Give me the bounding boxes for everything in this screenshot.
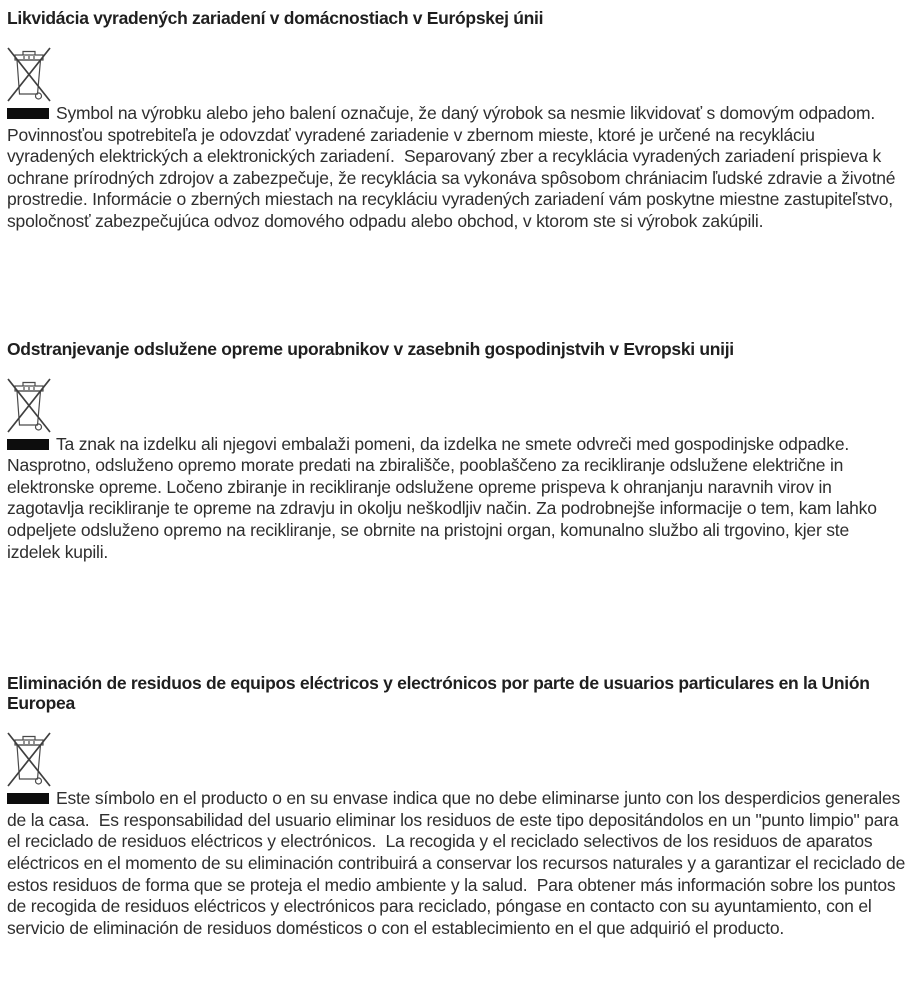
weee-crossed-out-bin-icon <box>7 44 51 102</box>
weee-crossed-out-bin-icon <box>7 375 51 433</box>
notice-section-slovak <box>7 8 906 233</box>
section-paragraph <box>7 434 906 564</box>
weee-black-bar-icon <box>7 108 49 119</box>
section-title: Odstranjevanje odslužene opreme uporabnikov v zasebnih gospodinjstvih v Evropski uniji <box>7 338 734 359</box>
paragraph-text: Symbol na výrobku alebo jeho balení označuje, že daný výrobok sa nesmie likvidovať s domovým odpadom. Povinnosťou spotrebiteľa je odovzdať vyradené zariadenie v zbernom mieste, ktoré je určené na recykláciu vyradených elektrických a elektronických zariadení. Separovaný zber a recyklácia vyradených zariadení prispieva k ochrane prírodných zdrojov a zabezpečuje, že recyklácia sa vykonáva spôsobom chrániacim ľudské zdravie a životné prostredie. Informácie o zberných miestach na recykláciu vyradených zariadení vám poskytne miestne zastupiteľstvo, spoločnosť zabezpečujúca odvoz domového odpadu alebo obchod, v ktorom ste si výrobok zakúpili. <box>7 103 900 231</box>
section-title: Likvidácia vyradených zariadení v domácnostiach v Európskej únii <box>7 8 544 28</box>
notice-section-slovenian <box>7 339 906 564</box>
weee-crossed-out-bin-icon <box>7 729 51 787</box>
section-paragraph <box>7 103 906 233</box>
paragraph-text: Ta znak na izdelku ali njegovi embalaži pomeni, da izdelka ne smete odvreči med gospodinjske odpadke. Nasprotno, odsluženo opremo morate predati na zbirališče, pooblaščeno za recikliranje odslužene električne in elektronske opreme. Ločeno zbiranje in recikliranje odslužene opreme prispeva k ohranjanju naravnih virov in zagotavlja recikliranje te opreme na zdravju in okolju neškodljiv način. Za podrobnejše informacije o tem, kam lahko odpeljete odsluženo opremo na recikliranje, se obrnite na pristojni organ, komunalno službo ali trgovino, kjer ste izdelek kupili. <box>7 433 882 562</box>
section-title: Eliminación de residuos de equipos eléctricos y electrónicos por parte de usuarios particulares en la Unión Europea <box>7 673 870 714</box>
section-paragraph <box>7 788 910 939</box>
notice-section-spanish <box>7 673 910 939</box>
weee-black-bar-icon <box>7 793 49 804</box>
weee-black-bar-icon <box>7 439 49 450</box>
paragraph-text: Este símbolo en el producto o en su envase indica que no debe eliminarse junto con los desperdicios generales de la casa. Es responsabilidad del usuario eliminar los residuos de este tipo depositándolos en un "punto limpio" para el reciclado de residuos eléctricos y electrónicos. La recogida y el reciclado selectivos de los residuos de aparatos eléctricos en el momento de su eliminación contribuirá a conservar los recursos naturales y a garantizar el reciclado de estos residuos de forma que se proteja el medio ambiente y la salud. Para obtener más información sobre los puntos de recogida de residuos eléctricos y electrónicos para reciclado, póngase en contacto con su ayuntamiento, con el servicio de eliminación de residuos domésticos o con el establecimiento en el que adquirió el producto. <box>7 788 910 938</box>
